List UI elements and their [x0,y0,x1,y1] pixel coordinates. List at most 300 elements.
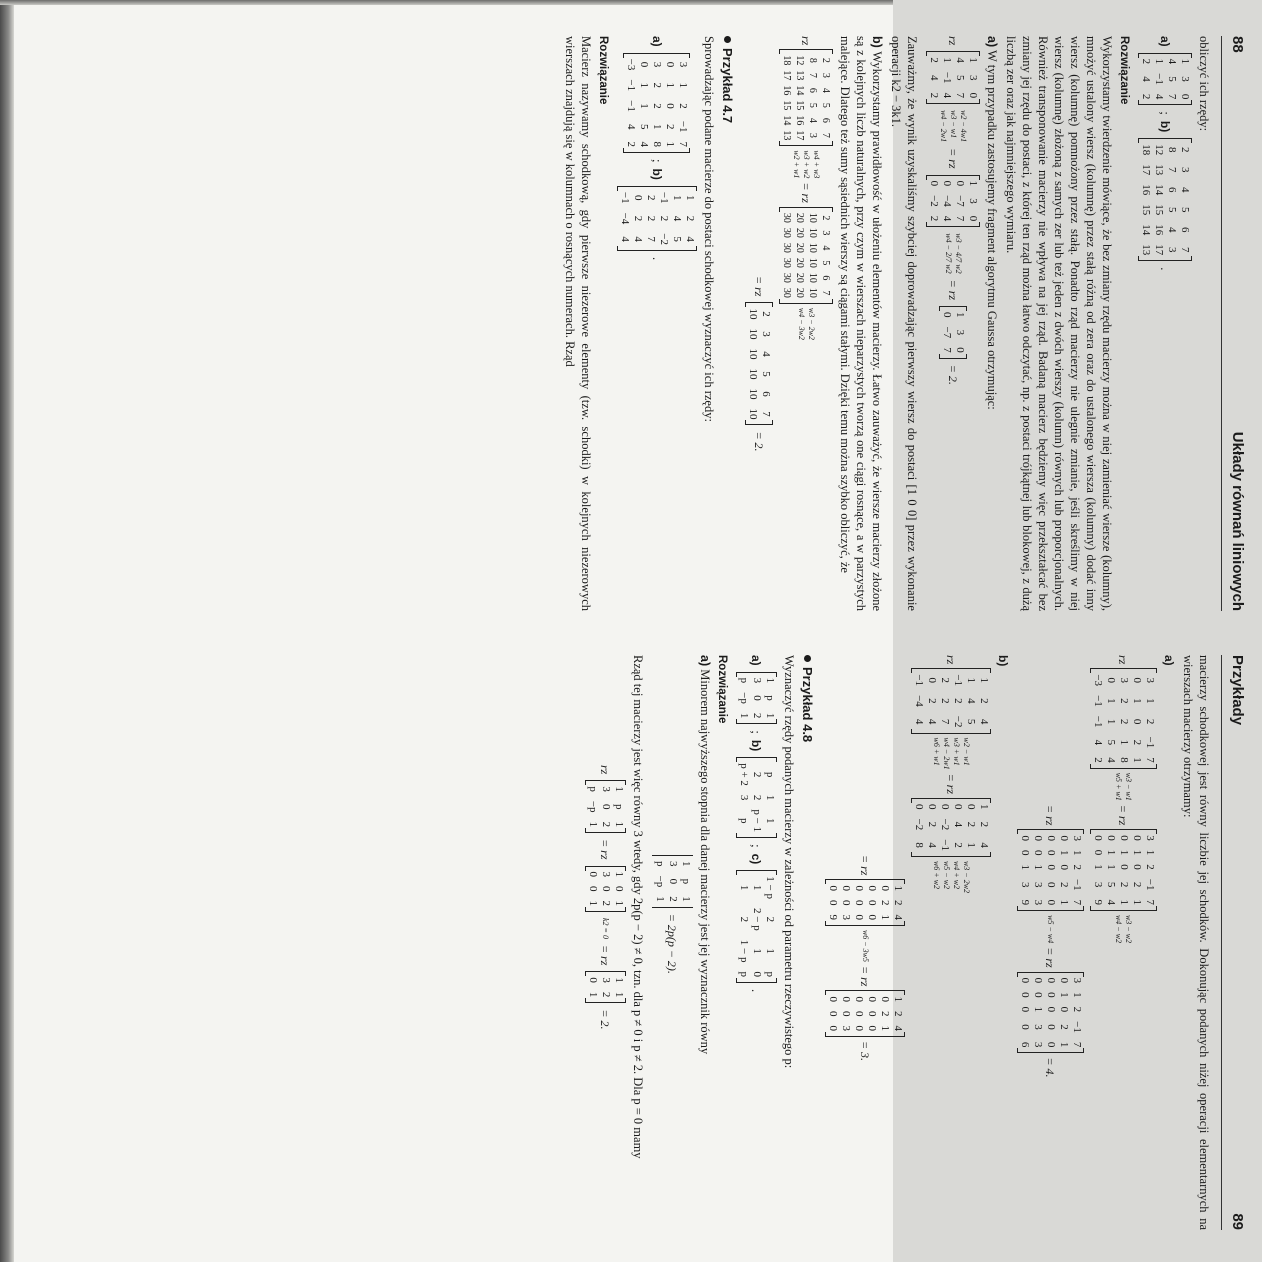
matrix-cell: 3 [967,198,979,204]
section-heading: Rozwiązanie [716,655,728,724]
part-label: c) [749,853,764,865]
matrix-cell: 5 [1166,76,1178,82]
matrix-cell: 1 [1153,58,1165,65]
matrix [736,757,777,838]
matrix-cell: −2 [952,715,964,728]
matrix-cell: 4 [671,215,683,222]
matrix-cell: 1 [978,804,990,810]
operation-item: w4 − 2w1 [942,737,951,770]
operation-item: w6 + w1 [932,737,941,766]
part-label: b) [870,36,884,48]
bullet-icon [724,36,731,43]
matrix-cell: 3 [820,72,831,78]
matrix-cell: 1 [1092,864,1104,870]
matrix-cell: 2 [1071,864,1083,870]
matrix-cell: 12 [1153,144,1165,156]
matrix-cell: 14 [781,115,792,126]
determinant-matrix [652,855,693,908]
matrix-cell: 18 [781,55,792,66]
matrix-cell: 7 [954,92,966,99]
page-number: 88 [1229,36,1246,53]
matrix-cell: 14 [1153,184,1165,196]
matrix-cell: −1 [939,839,951,851]
matrix-cell: −4 [619,212,631,225]
matrix-cell: 1 − p [738,939,750,963]
matrix-cell: 4 [941,92,953,99]
matrix-cell: 30 [781,242,792,253]
matrix-cell: 7 [807,72,818,78]
operation-item: w3 + w2 [802,150,811,179]
rank-symbol: rz [1116,655,1131,665]
separator: . [650,257,664,261]
matrix-cell: 0 [866,1010,878,1017]
matrix [911,798,991,857]
result: = 2. [752,431,766,452]
matrix-cell: 15 [794,100,805,111]
matrix-cell: 3 [1144,835,1156,841]
matrix-cell: 2 [1131,881,1143,888]
matrix-cell: 17 [781,70,792,81]
matrix-cell: 2 [751,794,763,801]
matrix-cell: 0 [751,971,763,977]
matrix-cell: 0 [751,695,763,701]
matrix-cell: 3 [1032,1024,1044,1030]
matrix-cell: 1 [1058,1041,1070,1048]
matrix-cell: 4 [952,821,964,828]
matrix-cell: 1 [1118,739,1130,746]
running-head [1221,655,1246,1230]
matrix [1017,972,1084,1054]
matrix-cell: 7 [1144,757,1156,763]
matrix-cell: 1 [1179,58,1191,65]
matrix-cell: 0 [965,804,977,810]
matrix-cell: −1 [1092,715,1104,728]
paragraph [837,36,885,611]
matrix-cell: 0 [827,899,839,906]
bullet-icon [804,655,811,662]
matrix-cell: 1 [764,948,776,954]
matrix-cell: 6 [1179,226,1191,233]
matrix-cell: 0 [1092,849,1104,856]
matrix-cell: 7 [820,290,831,296]
matrix-cell: 9 [1092,899,1104,905]
matrix-cell: 2 [651,82,664,88]
matrix-cell: 0 [1019,992,1031,998]
matrix-cell: 1 [1131,849,1143,856]
matrix-cell: 16 [1140,184,1152,196]
matrix-cell: 1 [892,996,904,1002]
matrix-cell: 1 [1058,992,1070,998]
matrix-cell: 0 [1131,864,1143,870]
matrix-cell: 1 [1019,864,1031,870]
matrix-cell: 2 [1140,58,1152,65]
row-operations [1114,915,1134,943]
operation-item: w4 − w2 [1114,914,1124,944]
part-label: a) [1158,36,1172,47]
matrix-cell: 30 [781,272,792,283]
matrix-cell: 13 [794,70,805,81]
matrix-cell: −1 [1092,695,1104,707]
part-label: b) [749,739,764,752]
part-label: b) [650,168,664,180]
paragraph: Wykorzystamy twierdzenie mówiące, że bez zmiany rzędu macierzy można w niej zamieniać wiersze (kolumny), mnożyć ustalony wiersz (kolumnę) przez stałą różną od zera oraz do ustalonego wiersza (kolumny) dodać inny wiersz (kolumnę) pomnożony przez stałą. Ponadto rząd macierzy nie ulegnie zmianie, jeśli skreślimy w niej wiersz (kolumnę) złożoną z samych zer lub też jeden z dwóch wierszy (kolumn) równych lub proporcjonalnych. Również transponowanie macierzy nie wpływa na jej rząd. Badaną macierz będziemy więc przekształcać bez zmiany jej rzędu do postaci, z której ten rząd można łatwo odczytać, np. z postaci trójkątnej lub blokowej, z dużą liczbą zer oraz jak najmniejszego wymiaru. [1004,36,1114,611]
equals: = rz [1116,804,1131,826]
matrix-cell: 1 [1131,757,1143,763]
matrix [617,186,697,251]
matrix-cell: 0 [1105,677,1117,683]
matrix-cell: 0 [1045,849,1057,856]
matrix-cell: 1 [1131,698,1143,704]
matrix-cell: 0 [1045,977,1057,984]
matrix-cell: 1 [738,712,750,719]
matrix-cell: 0 [913,804,925,810]
operation-item: w4 − 2/7 w2 [944,233,953,274]
column-operation: k2 = 0 [601,918,611,939]
matrix-cell: 1 [1118,899,1130,905]
matrix-cell: 0 [632,194,644,201]
matrix-cell: p [680,878,692,885]
operation-item: w3 − 2w2 [807,307,816,340]
operation-item: w2 + w1 [792,150,801,179]
matrix-cell: p [764,971,776,977]
matrix [745,302,773,425]
problem-matrices [617,36,697,611]
row-operations [943,233,963,273]
matrix-cell: 0 [967,215,979,222]
matrix-cell: 1 [1131,899,1143,905]
calculation-continued [1017,655,1084,1230]
equals: = rz [598,839,613,860]
matrix-cell: −2 [939,818,951,831]
matrix [926,51,980,104]
matrix-cell: 1 [879,1025,891,1031]
matrix-cell: 0 [1045,1024,1057,1030]
matrix-cell: 10 [747,328,759,340]
matrix-cell: −1 [1144,878,1156,891]
matrix-cell: 0 [827,1025,839,1031]
matrix [825,879,905,926]
matrix-cell: 2 [760,311,772,317]
section-heading: Rozwiązanie [597,36,609,105]
operation-item: w2 − 4w1 [959,110,968,143]
matrix-cell: 0 [853,1010,865,1017]
matrix-cell: 4 [820,245,831,251]
matrix-cell: 15 [781,100,792,111]
matrix-cell: 1 [664,141,677,148]
matrix-cell: 12 [794,55,805,66]
equals: = rz [946,279,960,301]
equals: = rz [858,855,872,876]
matrix-cell: 0 [1058,835,1070,841]
matrix-cell: 10 [807,272,818,283]
matrix-cell: 3 [667,861,679,867]
matrix-cell: p [613,803,625,810]
row-operations [938,110,968,142]
matrix-cell: 3 [1179,166,1191,173]
matrix-cell: 16 [1153,224,1165,236]
matrix-cell: 2 [1179,146,1191,153]
matrix-cell: 0 [1058,977,1070,984]
matrix-cell: 2 [926,698,938,704]
matrix-cell: 2 [667,896,679,902]
matrix-cell: 20 [794,212,805,223]
matrix-cell: p [738,971,750,977]
example-heading [719,36,735,611]
matrix-cell: 1 [671,194,683,201]
matrix [1090,829,1157,911]
matrix-cell: 0 [866,1025,878,1031]
matrix-cell: 1 [664,82,677,88]
matrix-cell: 4 [928,74,940,81]
matrix-cell: 0 [667,878,679,885]
matrix-cell: 5 [820,102,831,108]
matrix-cell: 2 [965,821,977,828]
matrix-cell: 2 [879,1010,891,1017]
matrix-cell: −2 [928,195,940,207]
matrix-cell: 5 [1105,739,1117,746]
matrix-cell: 2 [664,123,677,130]
matrix-cell: 2 [892,899,904,906]
matrix-cell: 30 [781,212,792,223]
matrix-cell: 3 [1019,882,1031,888]
matrix [736,870,777,983]
matrix-cell: 1 [680,896,692,902]
matrix-cell: −1 [625,100,638,112]
matrix-cell: 3 [651,61,664,68]
matrix-cell: 1 [965,677,977,683]
matrix-cell: 20 [794,287,805,298]
matrix-cell: 0 [638,61,651,68]
matrix-cell: 2 [879,899,891,906]
matrix-cell: 2 [1118,718,1130,725]
matrix-cell: 2 [820,57,831,63]
matrix-cell: 1 [1105,718,1117,725]
matrix-cell: 0 [1045,882,1057,888]
operation-item: w4 − 3w2 [797,307,806,340]
paragraph: Rząd tej macierzy jest więc równy 3 wtedy, gdy 2p(p − 2) ≠ 0, tzn. dla p ≠ 0 i p ≠ 2. Dla p = 0 mamy [631,655,645,1159]
matrix-cell: 1 [684,194,696,201]
matrix-cell: 1 [654,896,666,902]
matrix-cell: 2 [632,215,644,222]
matrix-cell: 7 [677,141,690,148]
matrix-cell: 2 [658,215,670,222]
matrix-cell: 0 [1032,977,1044,984]
matrix [585,971,626,1003]
matrix-cell: 2 [939,677,951,683]
matrix-cell: 4 [1105,757,1117,763]
matrix-cell: 0 [1045,1041,1057,1048]
matrix-cell: 0 [587,886,599,892]
paragraph: Wyznaczyć rzędy podanych macierzy w zależności od parametru rzeczywistego p: [782,655,796,1069]
section-heading: Rozwiązanie [1118,36,1130,105]
matrix-cell: 13 [1153,164,1165,176]
matrix-cell: 4 [1140,76,1152,82]
equals: = rz [752,276,766,297]
matrix-cell: −7 [941,326,953,339]
row-operations [931,738,971,770]
example-label: Przykład 4.8 [800,667,815,743]
matrix-cell: 0 [1045,835,1057,841]
matrix [1138,53,1192,106]
matrix-cell: 4 [913,718,925,725]
matrix-cell: 2 [1118,881,1130,888]
matrix-cell: 0 [1019,1024,1031,1030]
running-title: Układy równań liniowych [1229,431,1246,611]
matrix-cell: −1 [1153,73,1165,85]
rank-symbol: rz [944,655,958,665]
matrix-cell: 7 [1071,1041,1083,1048]
matrix-cell: 4 [926,718,938,725]
matrix-cell: 0 [664,103,677,109]
matrix [624,53,691,153]
result: = 4. [1043,1057,1058,1078]
intro-text: obliczyć ich rzędy: [1197,36,1211,132]
matrix-cell: 5 [1179,206,1191,213]
operation-item: w5 + w1 [1114,772,1124,801]
matrix-cell: 1 [751,884,763,891]
matrix-cell: 20 [794,242,805,253]
matrix-cell: 4 [965,698,977,704]
matrix-cell: 0 [853,1025,865,1031]
matrix-cell: 0 [1118,864,1130,870]
row-operations [860,930,870,962]
matrix-cell: 6 [820,117,831,123]
matrix-cell: 6 [1166,186,1178,193]
matrix-cell: 7 [645,236,657,242]
matrix-cell: 1 [1105,698,1117,704]
page-88 [369,0,1262,631]
matrix-cell: 0 [926,804,938,810]
matrix-cell: 2 [1144,864,1156,870]
matrix-cell: 10 [747,388,759,400]
matrix-cell: 3 [1179,76,1191,82]
matrix [779,207,833,304]
matrix-cell: 1 [764,677,776,684]
matrix-cell: 1 [967,57,979,63]
matrix-cell: 2 [928,92,940,99]
matrix-cell: 16 [794,115,805,126]
matrix-cell: 0 [853,914,865,920]
matrix-cell: 2 [939,698,951,704]
matrix-cell: 2 [1071,1006,1083,1013]
matrix-cell: 1 [613,871,625,877]
running-title: Przykłady [1229,655,1246,726]
result: = 2p(p − 2). [665,913,680,974]
matrix-cell: 4 [632,236,644,242]
rank-symbol: rz [799,36,813,46]
matrix-cell: p [654,861,666,867]
matrix-cell: −p [738,692,750,704]
matrix-cell: 2 [928,215,940,222]
rank-symbol: rz [598,765,613,775]
matrix-cell: 2 [926,821,938,828]
matrix-cell: 4 [892,914,904,920]
matrix-cell: 4 [941,215,953,222]
matrix-cell: 2 [1118,698,1130,704]
row-operations [931,861,971,893]
matrix-cell: 1 [954,312,966,318]
separator: ; [1158,111,1172,115]
matrix-cell: 1 [965,842,977,848]
matrix-cell: 0 [941,312,953,318]
calculation-continued [825,655,905,1230]
matrix [911,668,991,733]
paragraph: macierzy schodkowej jest równy liczbie jej schodków. Dokonując podanych niżej operacji elementarnych na wierszach macierzy otrzymamy: [1181,655,1211,1230]
matrix-cell: 10 [807,227,818,238]
matrix-cell: 5 [638,123,651,130]
matrix-cell: 14 [794,85,805,96]
part-label: b) [1158,120,1172,133]
matrix-cell: 8 [1118,757,1130,763]
part-label: b) [996,655,1010,667]
matrix-cell: 4 [978,842,990,848]
matrix-cell: 2 [677,103,690,109]
matrix-cell: 2 [1140,93,1152,100]
matrix-cell: 8 [913,842,925,848]
matrix-cell: 1 [764,794,776,801]
matrix-cell: 15 [1140,204,1152,216]
matrix-cell: 2 [684,215,696,222]
result: = 2. [946,364,960,385]
determinant [652,655,693,1230]
page-number: 89 [1229,1213,1246,1230]
matrix-cell: −1 [625,79,638,92]
matrix-cell: 1 [677,82,690,88]
matrix-cell: 0 [939,804,951,810]
matrix-cell: 3 [807,132,818,138]
matrix-cell: 1 [1105,849,1117,856]
matrix-cell: 0 [600,886,612,892]
operation-item: w3 − 4/7 w2 [954,233,963,274]
matrix-cell: −1 [913,674,925,687]
matrix-cell: p [587,786,599,792]
matrix-cell: 0 [840,996,852,1002]
matrix-cell: 0 [879,885,891,891]
matrix-cell: 0 [840,899,852,906]
matrix-cell: 4 [892,1025,904,1031]
matrix [585,866,626,913]
matrix-cell: 20 [794,257,805,268]
matrix-cell: −1 [677,120,690,133]
matrix-cell: 3 [820,230,831,236]
page-content [369,36,1212,611]
matrix-cell: 0 [664,61,677,68]
matrix-cell: 4 [1092,739,1104,746]
matrix-cell: 1 [738,884,750,891]
matrix-cell: 1 [978,677,990,683]
matrix-cell: 1 [587,900,599,906]
matrix-cell: 0 [866,899,878,906]
matrix-cell: −2 [658,233,670,246]
matrix-cell: 5 [671,236,683,242]
matrix-cell: 7 [1166,93,1178,100]
matrix-cell: 2 [645,194,657,201]
matrix-cell: 2 [600,991,612,998]
paragraph: Zauważmy, że wynik uzyskaliśmy szybciej doprowadzając pierwszy wiersz do postaci [1 0 0] przez wykonanie operacji k2 − 3k1. [889,36,919,611]
matrix-cell: 0 [1019,977,1031,984]
book-spread [369,0,1262,1262]
matrix-cell: 1 [1144,698,1156,704]
separator: . [749,988,764,993]
matrix-cell: 0 [1045,864,1057,870]
matrix-cell: 2 [764,916,776,923]
matrix-cell: 0 [827,1010,839,1017]
matrix-cell: 8 [651,141,664,148]
paragraph [984,36,1000,611]
matrix-cell: 4 [954,57,966,63]
matrix-cell: 0 [827,885,839,891]
matrix-cell: 8 [807,57,818,63]
